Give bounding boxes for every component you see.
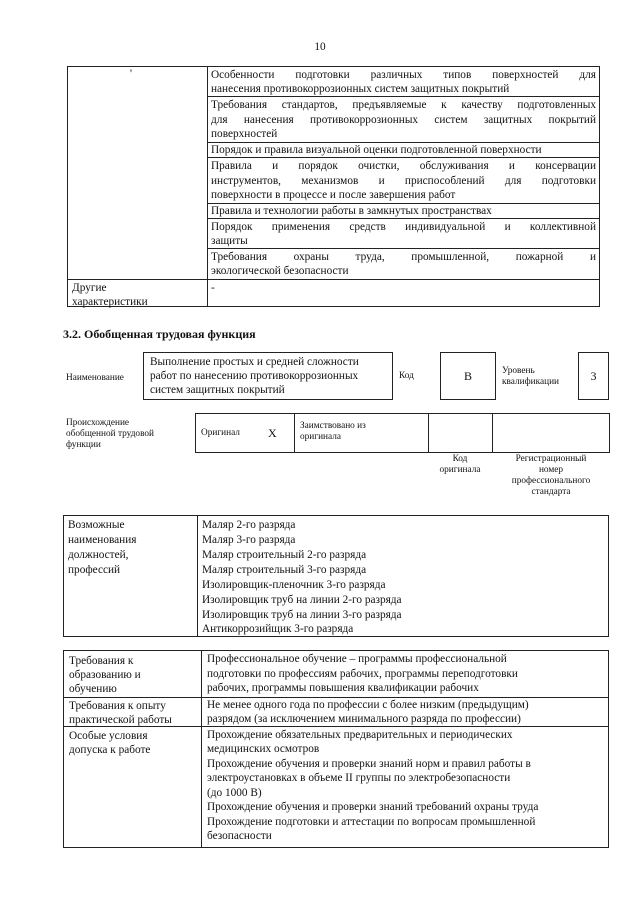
list-item: Маляр 3-го разряда <box>202 534 296 546</box>
list-item: Маляр строительный 2-го разряда <box>202 549 367 561</box>
level-label-2: квалификации <box>502 377 560 387</box>
code-box: B <box>440 352 496 400</box>
page-number: 10 <box>314 41 326 53</box>
level-label-1: Уровень <box>502 366 535 376</box>
original-mark: X <box>268 426 277 440</box>
list-item: Антикоррозийщик 3-го разряда <box>202 623 354 635</box>
list-item: Маляр 2-го разряда <box>202 519 296 531</box>
list-item: Изолировщик труб на линии 3-го разряда <box>202 609 402 621</box>
list-item: Изолировщик труб на линии 2-го разряда <box>202 594 402 606</box>
table-marker: ' <box>130 68 133 80</box>
origin-table <box>195 413 610 453</box>
function-name-box: Выполнение простых и средней сложности работ по нанесению противокоррозионных систем защитных покрытий <box>143 352 393 400</box>
code-label: Код <box>399 371 414 381</box>
name-label: Наименование <box>66 373 124 383</box>
list-item: Изолировщик-пленочник 3-го разряда <box>202 579 386 591</box>
section-heading: 3.2. Обобщенная трудовая функция <box>63 327 256 341</box>
original-label: Оригинал <box>201 428 240 438</box>
list-item: Маляр строительный 3-го разряда <box>202 564 367 576</box>
level-box: 3 <box>578 352 609 400</box>
